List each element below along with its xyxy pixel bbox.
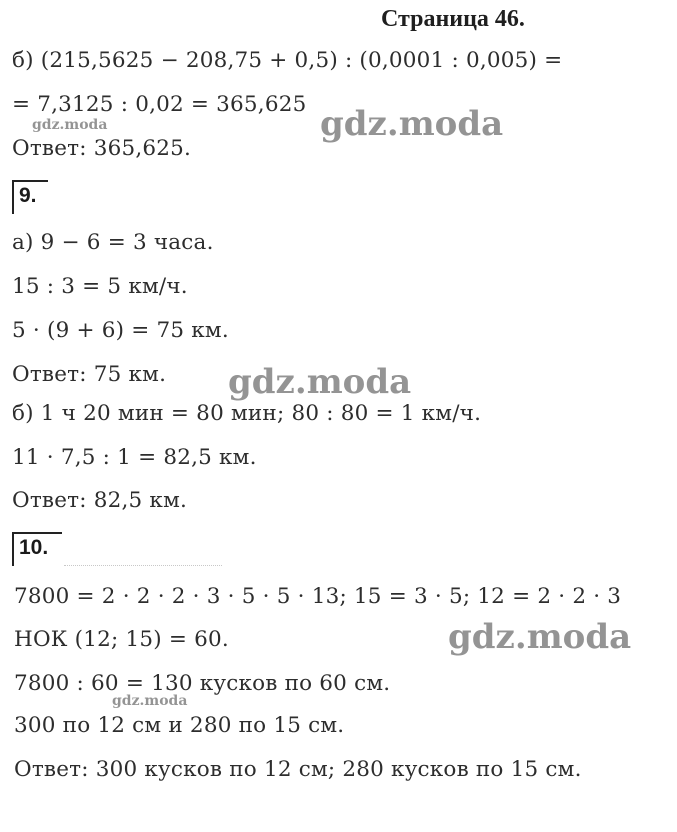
answer-line: Ответ: 300 кусков по 12 см; 280 кусков по 15 см. — [14, 757, 582, 782]
solution-line: 7800 = 2 · 2 · 2 · 3 · 5 · 5 · 13; 15 = 3 · 5; 12 = 2 · 2 · 3 — [14, 584, 622, 609]
page-title: Страница 46. — [381, 6, 525, 32]
watermark: gdz.moda — [112, 693, 188, 709]
task-number-box — [12, 180, 48, 214]
solution-line: 300 по 12 см и 280 по 15 см. — [14, 713, 345, 738]
solution-line: НОК (12; 15) = 60. — [14, 627, 229, 652]
task-number: 9. — [19, 184, 37, 207]
watermark: gdz.moda — [32, 117, 108, 133]
answer-line: Ответ: 82,5 км. — [12, 488, 188, 513]
solution-line: б) 1 ч 20 мин = 80 мин; 80 : 80 = 1 км/ч. — [12, 401, 482, 426]
solution-line: 15 : 3 = 5 км/ч. — [12, 274, 188, 299]
task-number-box — [12, 532, 62, 566]
expression-line: = 7,3125 : 0,02 = 365,625 — [12, 92, 307, 117]
answer-line: Ответ: 75 км. — [12, 362, 167, 387]
solution-line: а) 9 − 6 = 3 часа. — [12, 230, 214, 255]
watermark: gdz.moda — [320, 104, 504, 144]
divider — [64, 565, 222, 566]
solution-line: 11 · 7,5 : 1 = 82,5 км. — [12, 445, 257, 470]
answer-line: Ответ: 365,625. — [12, 136, 192, 161]
task-number: 10. — [19, 536, 49, 559]
solution-line: 5 · (9 + 6) = 75 км. — [12, 318, 229, 343]
watermark: gdz.moda — [448, 617, 632, 657]
solution-line: 7800 : 60 = 130 кусков по 60 см. — [14, 671, 391, 696]
watermark: gdz.moda — [228, 362, 412, 402]
expression-line: б) (215,5625 − 208,75 + 0,5) : (0,0001 : 0,005) = — [12, 48, 563, 73]
